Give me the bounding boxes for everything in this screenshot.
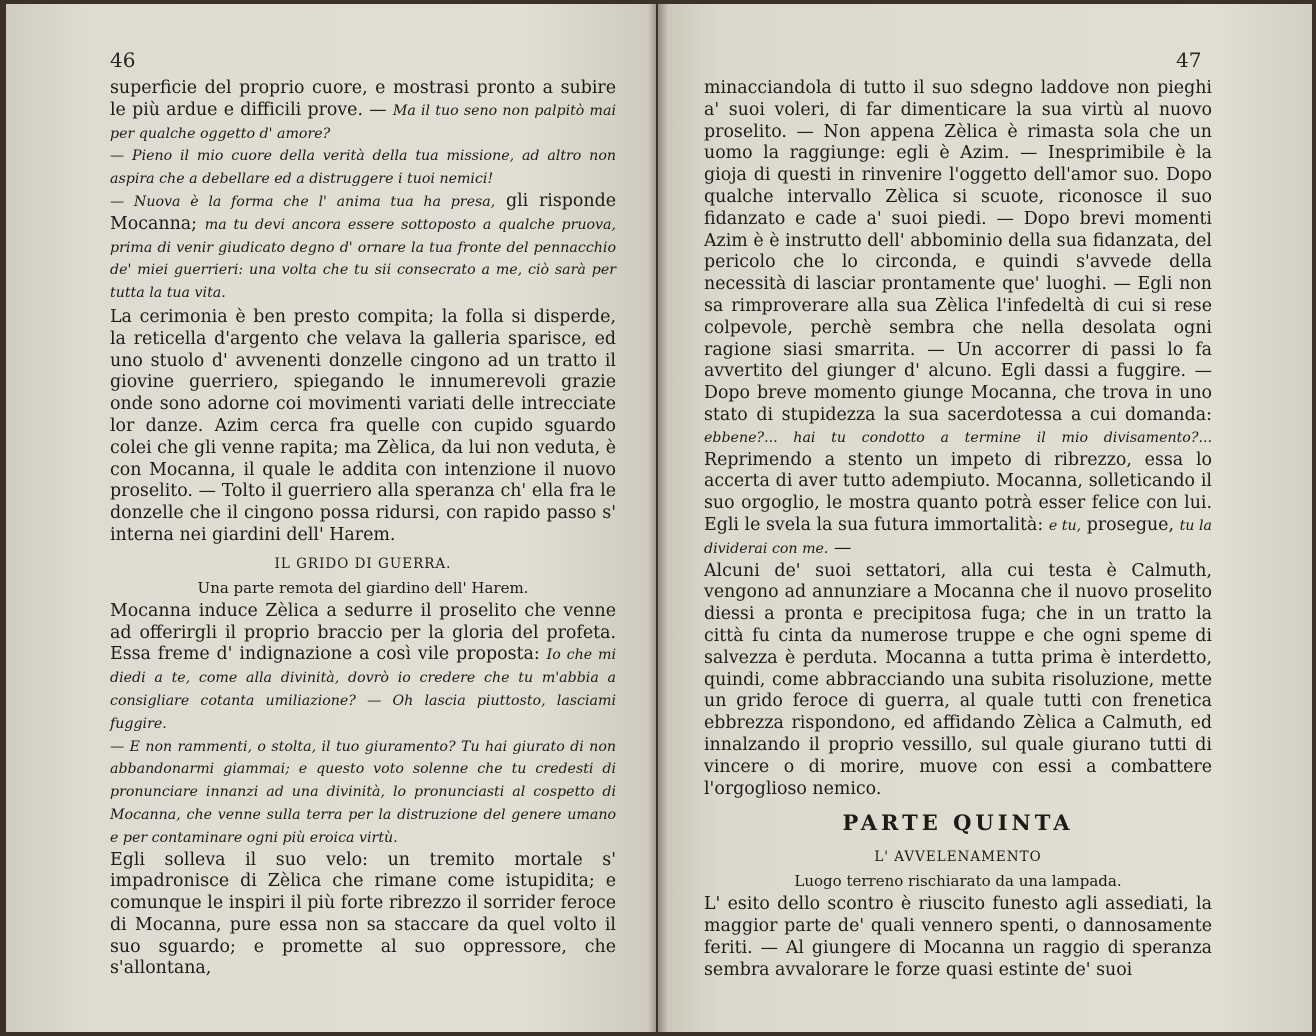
left-para-4: La cerimonia è ben presto compita; la folla si disperde, la reticella d'argento che velava la galleria sparisce, ed uno stuolo d' avvenenti donzelle cingono ad un tratto il giovine guerriero, spiegando le innumerevoli grazie onde sono adorne coi movimenti variati delle intrecciate lor danze. Azim cerca fra quelle con cupido sguardo colei che gli venne rapita; ma Zèlica, da lui non veduta, è con Mocanna, il quale le addita con intenzione il nuovo proselito. — Tolto il guerriero alla speranza ch' ella fra le donzelle che il cingono possa ridursi, con rapido passo s' interna nei giardini dell' Harem. xyxy=(110,306,616,545)
right-subheading: L' AVVELENAMENTO xyxy=(874,849,1042,866)
left-para-2-italic: — Pieno il mio cuore della verità della tua missione, ad altro non aspira che a debellare ed a distruggere i tuoi nemici! xyxy=(110,148,616,188)
right-para-3: L' esito dello scontro è riuscito funesto agli assediati, la maggior parte de' quali vennero spenti, o dannosamente feriti. — Al giungere di Mocanna un raggio di speranza sembra avvalorare le forze quasi estinte de' suoi xyxy=(704,894,1212,980)
left-para-3 xyxy=(110,191,616,305)
right-para-1-cont: Reprimendo a stento un impeto di ribrezzo, essa lo accerta di aver tutto adempiuto. Mocanna, solleticando il suo orgoglio, le mostra quanto potrà esser felice con lui. Egli le svela la sua futura immortalità: xyxy=(704,449,1212,535)
left-page-text xyxy=(110,78,616,980)
right-page xyxy=(658,4,1312,1032)
right-para-1-italic-c: tu la dividerai con me. xyxy=(704,517,1213,557)
right-para-2: Alcuni de' suoi settatori, alla cui testa è Calmuth, vengono ad annunziare a Mocanna che il nuovo proselito diessi a pronta e precipitosa fuga; che in un tratto la città fu cinta da numerose truppe e che ogni speme di salvezza è perduta. Mocanna a tutta prima è interdetto, quindi, come abbracciando una subita risoluzione, mette un grido feroce di guerra, al quale tutti con frenetica ebbrezza rispondono, ed affidando Zèlica a Calmuth, ed innalzando il proprio vessillo, sul quale giurano tutti di vincere o di morire, muove con essi a combattere l'orgoglioso nemico. xyxy=(704,560,1212,799)
left-para-7: Egli solleva il suo velo: un tremito mortale s' impadronisce di Zèlica che rimane come istupidita; e comunque le inspiri il più forte ribrezzo il sorrider feroce di Mocanna, pure essa non sa staccare da quel volto il suo sguardo; e promette al suo oppressore, che s'allontana, xyxy=(110,849,616,979)
right-para-1-italic: ebbene?... hai tu condotto a termine il mio divisamento?... xyxy=(704,429,1212,446)
left-para-1 xyxy=(110,78,616,145)
left-para-2 xyxy=(110,145,616,191)
left-para-6-italic: — E non rammenti, o stolta, il tuo giuramento? Tu hai giurato di non abbandonarmi giammai; e questo voto solenne che tu credesti di pronunciare innanzi ad una divinità, lo pronunciasti al cospetto di Mocanna, che venne sulla terra per la distruzione del genere umano e per contaminare ogni più eroica virtù. xyxy=(110,738,616,846)
left-page xyxy=(6,4,656,1032)
right-scene: Luogo terreno rischiarato da una lampada. xyxy=(794,872,1122,891)
left-heading: IL GRIDO DI GUERRA. xyxy=(274,555,452,572)
left-para-5-italic: Io che mi diedi a te, come alla divinità, dovrò io credere che tu m'abbia a consigliare cotanta umiliazione? — Oh lascia piuttosto, lasciami fuggire. xyxy=(110,647,617,732)
right-para-1 xyxy=(704,78,1212,561)
right-para-1-italic-b: e tu, xyxy=(1048,517,1082,534)
right-heading: PARTE QUINTA xyxy=(842,810,1074,836)
book-gutter xyxy=(648,0,668,1036)
right-para-1-end: — xyxy=(833,537,852,558)
left-para-6 xyxy=(110,736,616,850)
left-para-3-roman: gli risponde Mocanna; xyxy=(110,190,616,234)
left-para-5 xyxy=(110,601,616,736)
left-subheading: Una parte remota del giardino dell' Harem. xyxy=(197,578,529,597)
page-number-left: 46 xyxy=(110,48,136,72)
page-number-right: 47 xyxy=(1176,48,1202,72)
left-para-3-italic-b: ma tu devi ancora essere sottoposto a qualche pruova, prima di venir giudicato degno d' ornare la tua fronte del pennacchio de' miei guerrieri: una volta che tu sii consecrato a me, ciò sarà per tutta la tua vita. xyxy=(110,216,617,302)
left-para-1-text: superficie del proprio cuore, e mostrasi pronto a subire le più ardue e difficili prove. — xyxy=(110,78,616,120)
left-para-1-italic: Ma il tuo seno non palpitò mai per qualche oggetto d' amore? xyxy=(110,102,616,142)
right-para-1-text: minacciandola di tutto il suo sdegno laddove non pieghi a' suoi voleri, di far dimenticare la sua virtù al nuovo proselito. — Non appena Zèlica è rimasta sola che un uomo la raggiunge: egli è Azim. — Inesprimibile è la gioja di questi in rinvenire l'oggetto dell'amor suo. Dopo qualche intervallo Zèlica si scuote, riconosce il suo fidanzato e cade a' suoi piedi. — Dopo brevi momenti Azim è è instrutto dell' abbominio della sua fidanzata, del pericolo che lo circonda, e quindi s'avvede della necessità di lasciar prontamente que' luoghi. — Egli non sa rimproverare alla sua Zèlica l'infedeltà di cui si rese colpevole, perchè sembra che nella desolata ogni ragione siasi smarrita. — Un accorrer di passi lo fa avvertito del giunger d' alcuno. Egli dassi a fuggire. — Dopo breve momento giunge Mocanna, che trova in uno stato di stupidezza la sua sacerdotessa a cui domanda: xyxy=(704,78,1212,425)
left-para-5-text: Mocanna induce Zèlica a sedurre il proselito che venne ad offerirgli il proprio braccio per la gloria del profeta. Essa freme d' indignazione a così vile proposta: xyxy=(110,600,616,665)
right-page-text xyxy=(704,78,1212,981)
left-para-3-italic-a: — Nuova è la forma che l' anima tua ha presa, xyxy=(110,193,496,210)
right-para-1-roman-b: prosegue, xyxy=(1086,514,1175,535)
